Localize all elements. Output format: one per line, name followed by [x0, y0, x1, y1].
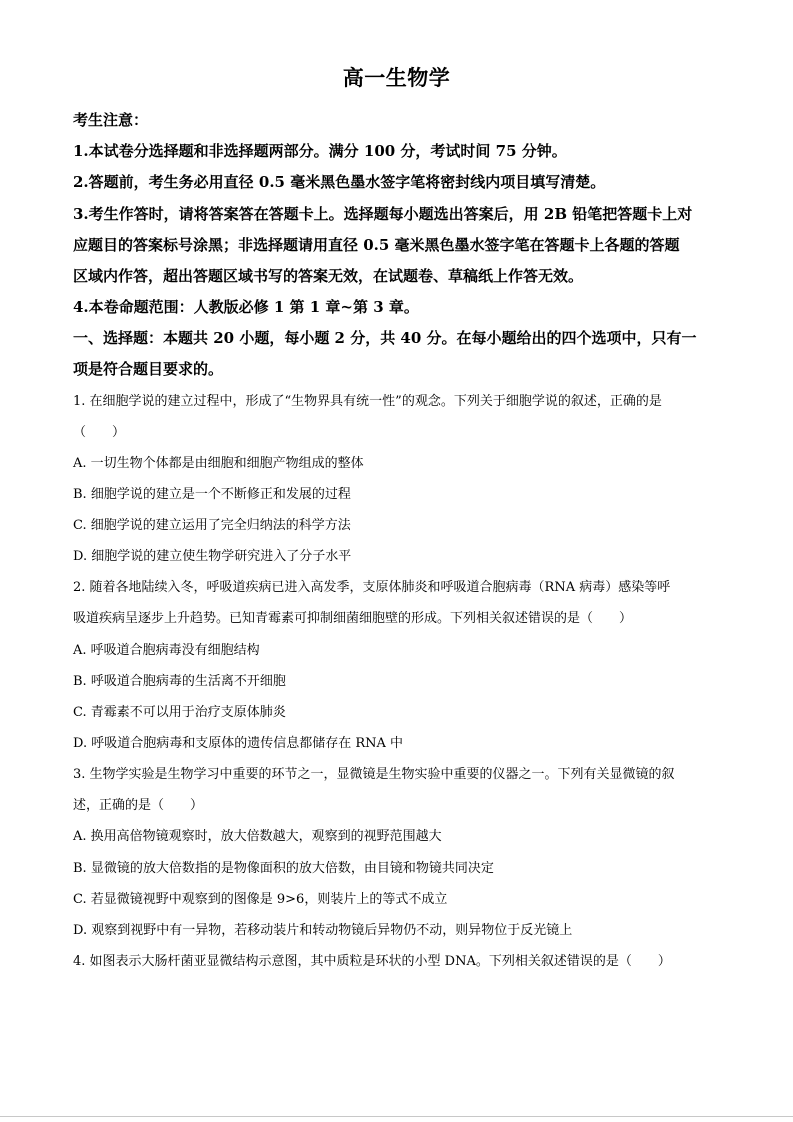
- question-1-option-b: B. 细胞学说的建立是一个不断修正和发展的过程: [73, 487, 351, 502]
- notice-item-2: 2.答题前，考生务必用直径 0.5 毫米黑色墨水签字笔将密封线内项目填写清楚。: [73, 173, 606, 191]
- notice-item-3-cont-2: 区域内作答，超出答题区域书写的答案无效，在试题卷、草稿纸上作答无效。: [73, 267, 584, 285]
- question-3-stem-cont: 述，正确的是（ ）: [73, 798, 204, 813]
- question-2-stem: 2. 随着各地陆续入冬，呼吸道疾病已进入高发季，支原体肺炎和呼吸道合胞病毒（RNA 病毒）感染等呼: [73, 580, 671, 595]
- question-2-option-c: C. 青霉素不可以用于治疗支原体肺炎: [73, 705, 286, 720]
- question-2-option-b: B. 呼吸道合胞病毒的生活离不开细胞: [73, 674, 286, 689]
- section-heading: 一、选择题：本题共 20 小题，每小题 2 分，共 40 分。在每小题给出的四个选项中，只有一: [73, 329, 697, 347]
- question-2-option-d: D. 呼吸道合胞病毒和支原体的遗传信息都储存在 RNA 中: [73, 736, 404, 751]
- question-1-option-a: A. 一切生物个体都是由细胞和细胞产物组成的整体: [73, 456, 364, 471]
- page-title: 高一生物学: [342, 65, 451, 90]
- question-1-option-c: C. 细胞学说的建立运用了完全归纳法的科学方法: [73, 518, 351, 533]
- notice-item-1: 1.本试卷分选择题和非选择题两部分。满分 100 分，考试时间 75 分钟。: [73, 142, 567, 160]
- notice-heading: 考生注意：: [73, 111, 149, 129]
- question-1-stem: 1. 在细胞学说的建立过程中，形成了“生物界具有统一性”的观念。下列关于细胞学说的叙述，正确的是: [73, 394, 662, 409]
- question-3-option-a: A. 换用高倍物镜观察时，放大倍数越大，观察到的视野范围越大: [73, 829, 442, 844]
- section-heading-cont: 项是符合题目要求的。: [73, 360, 224, 378]
- notice-item-4: 4.本卷命题范围：人教版必修 1 第 1 章~第 3 章。: [73, 298, 419, 316]
- question-2-option-a: A. 呼吸道合胞病毒没有细胞结构: [73, 643, 260, 658]
- question-3-option-b: B. 显微镜的放大倍数指的是物像面积的放大倍数，由目镜和物镜共同决定: [73, 861, 494, 876]
- notice-item-3: 3.考生作答时，请将答案答在答题卡上。选择题每小题选出答案后，用 2B 铅笔把答题卡上对: [73, 205, 693, 223]
- question-1-option-d: D. 细胞学说的建立使生物学研究进入了分子水平: [73, 549, 352, 564]
- question-3-option-d: D. 观察到视野中有一异物，若移动装片和转动物镜后异物仍不动，则异物位于反光镜上: [73, 923, 573, 938]
- page-bottom-divider: [0, 1116, 793, 1117]
- notice-item-3-cont-1: 应题目的答案标号涂黑；非选择题请用直径 0.5 毫米黑色墨水签字笔在答题卡上各题的答题: [73, 236, 680, 254]
- question-3-option-c: C. 若显微镜视野中观察到的图像是 9>6，则装片上的等式不成立: [73, 892, 448, 907]
- question-1-stem-cont: （ ）: [73, 425, 126, 440]
- question-3-stem: 3. 生物学实验是生物学习中重要的环节之一，显微镜是生物实验中重要的仪器之一。下列有关显微镜的叙: [73, 767, 675, 782]
- question-4-stem: 4. 如图表示大肠杆菌亚显微结构示意图，其中质粒是环状的小型 DNA。下列相关叙述错误的是（ ）: [73, 954, 671, 969]
- question-2-stem-cont: 吸道疾病呈逐步上升趋势。已知青霉素可抑制细菌细胞壁的形成。下列相关叙述错误的是（ ）: [73, 611, 633, 626]
